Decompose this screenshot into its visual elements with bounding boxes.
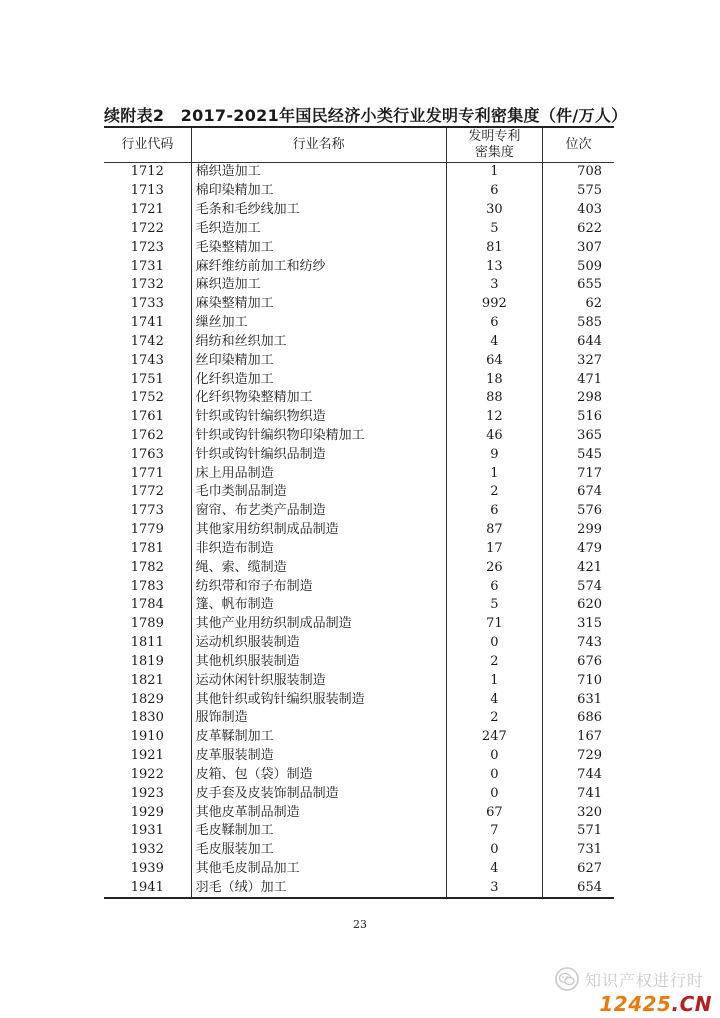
cell-rank: 743 (577, 635, 602, 651)
cell-code: 1743 (104, 351, 191, 370)
cell-code: 1931 (104, 822, 191, 841)
table-row (104, 784, 614, 803)
table-row (104, 219, 614, 238)
header-code: 行业代码 (104, 127, 191, 163)
header-rank: 位次 (543, 127, 614, 163)
cell-rank: 644 (577, 333, 602, 349)
cell-density: 88 (446, 389, 543, 408)
table-row (104, 596, 614, 615)
cell-rank: 509 (577, 258, 602, 274)
cell-rank: 744 (577, 766, 602, 782)
table-row (104, 182, 614, 201)
cell-rank: 516 (577, 409, 602, 425)
cell-rank: 674 (577, 484, 602, 500)
site-logo (599, 992, 712, 1016)
table-row (104, 332, 614, 351)
cell-name: 其他毛皮制品加工 (191, 860, 446, 879)
table-row (104, 878, 614, 898)
cell-rank: 686 (577, 710, 602, 726)
table-row (104, 766, 614, 785)
table-row (104, 803, 614, 822)
cell-code: 1782 (104, 558, 191, 577)
cell-code: 1781 (104, 540, 191, 559)
cell-name: 针织或钩针编织品制造 (191, 445, 446, 464)
cell-code: 1789 (104, 615, 191, 634)
cell-density: 0 (446, 634, 543, 653)
cell-density: 17 (446, 540, 543, 559)
cell-code: 1762 (104, 427, 191, 446)
cell-code: 1784 (104, 596, 191, 615)
page-number: 23 (353, 918, 367, 931)
cell-density: 71 (446, 615, 543, 634)
cell-density: 81 (446, 238, 543, 257)
cell-name: 其他机织服装制造 (191, 653, 446, 672)
patent-density-table (104, 126, 614, 899)
cell-name: 窗帘、布艺类产品制造 (191, 502, 446, 521)
cell-density: 3 (446, 878, 543, 898)
cell-code: 1713 (104, 182, 191, 201)
table-row (104, 690, 614, 709)
header-density-line1: 发明专利 (468, 129, 521, 144)
table-header-row (104, 127, 614, 163)
table-row (104, 822, 614, 841)
watermark-text: 知识产权进行时 (584, 970, 704, 990)
table-row (104, 540, 614, 559)
cell-rank: 298 (577, 390, 602, 406)
cell-rank: 574 (577, 578, 602, 594)
cell-name: 毛染整精加工 (191, 238, 446, 257)
cell-name: 缫丝加工 (191, 314, 446, 333)
table-row (104, 389, 614, 408)
cell-density: 2 (446, 709, 543, 728)
table-row (104, 502, 614, 521)
cell-name: 皮手套及皮装饰制品制造 (191, 784, 446, 803)
table-row (104, 445, 614, 464)
header-density (446, 127, 543, 163)
cell-density: 6 (446, 314, 543, 333)
table-row (104, 671, 614, 690)
site-logo-suffix: .CN (671, 992, 712, 1016)
table-row (104, 615, 614, 634)
cell-name: 麻织造加工 (191, 276, 446, 295)
cell-code: 1771 (104, 464, 191, 483)
cell-rank: 575 (577, 183, 602, 199)
table-row (104, 558, 614, 577)
cell-rank: 631 (577, 691, 602, 707)
table-row (104, 464, 614, 483)
cell-density: 26 (446, 558, 543, 577)
table-row (104, 747, 614, 766)
cell-rank: 627 (577, 861, 602, 877)
cell-code: 1910 (104, 728, 191, 747)
cell-density: 12 (446, 408, 543, 427)
cell-name: 非织造布制造 (191, 540, 446, 559)
cell-rank: 167 (577, 729, 602, 745)
cell-rank: 471 (577, 371, 602, 387)
cell-rank: 479 (577, 540, 602, 556)
table-row (104, 314, 614, 333)
table-title: 续附表2 2017-2021年国民经济小类行业发明专利密集度（件/万人） (104, 106, 628, 125)
cell-density: 87 (446, 521, 543, 540)
cell-rank: 585 (577, 315, 602, 331)
table-row (104, 577, 614, 596)
cell-density: 2 (446, 653, 543, 672)
cell-density: 1 (446, 163, 543, 182)
cell-name: 毛巾类制品制造 (191, 483, 446, 502)
cell-rank: 307 (577, 239, 602, 255)
cell-density: 5 (446, 596, 543, 615)
cell-name: 麻纤维纺前加工和纺纱 (191, 257, 446, 276)
cell-rank: 299 (577, 522, 602, 538)
cell-density: 0 (446, 747, 543, 766)
cell-code: 1741 (104, 314, 191, 333)
cell-rank: 62 (585, 296, 602, 312)
cell-rank: 708 (577, 164, 602, 180)
cell-code: 1761 (104, 408, 191, 427)
cell-name: 篷、帆布制造 (191, 596, 446, 615)
cell-name: 皮革服装制造 (191, 747, 446, 766)
cell-code: 1829 (104, 690, 191, 709)
cell-name: 其他家用纺织制成品制造 (191, 521, 446, 540)
site-logo-number: 12425 (599, 992, 672, 1016)
cell-name: 麻染整精加工 (191, 295, 446, 314)
cell-name: 运动休闲针织服装制造 (191, 671, 446, 690)
cell-rank: 320 (577, 804, 602, 820)
cell-name: 其他针织或钩针编织服装制造 (191, 690, 446, 709)
cell-code: 1742 (104, 332, 191, 351)
cell-code: 1923 (104, 784, 191, 803)
cell-rank: 655 (577, 277, 602, 293)
cell-density: 1 (446, 671, 543, 690)
cell-name: 棉织造加工 (191, 163, 446, 182)
cell-rank: 545 (577, 446, 602, 462)
cell-rank: 403 (577, 202, 602, 218)
cell-name: 纺织带和帘子布制造 (191, 577, 446, 596)
cell-code: 1939 (104, 860, 191, 879)
cell-density: 1 (446, 464, 543, 483)
cell-density: 2 (446, 483, 543, 502)
cell-name: 棉印染精加工 (191, 182, 446, 201)
cell-rank: 731 (577, 842, 602, 858)
cell-code: 1941 (104, 878, 191, 898)
table-row (104, 653, 614, 672)
table-row (104, 728, 614, 747)
cell-code: 1752 (104, 389, 191, 408)
cell-density: 247 (446, 728, 543, 747)
table-row (104, 841, 614, 860)
cell-density: 4 (446, 860, 543, 879)
cell-code: 1779 (104, 521, 191, 540)
cell-name: 化纤织物染整精加工 (191, 389, 446, 408)
cell-rank: 365 (577, 428, 602, 443)
table-row (104, 408, 614, 427)
cell-code: 1731 (104, 257, 191, 276)
table-row (104, 427, 614, 446)
cell-code: 1932 (104, 841, 191, 860)
cell-density: 13 (446, 257, 543, 276)
cell-code: 1732 (104, 276, 191, 295)
cell-rank: 576 (577, 503, 602, 519)
cell-density: 992 (446, 295, 543, 314)
table-row (104, 483, 614, 502)
cell-code: 1929 (104, 803, 191, 822)
cell-code: 1773 (104, 502, 191, 521)
cell-code: 1751 (104, 370, 191, 389)
table-row (104, 257, 614, 276)
table-row (104, 276, 614, 295)
cell-density: 4 (446, 332, 543, 351)
cell-name: 羽毛（绒）加工 (191, 878, 446, 898)
table-row (104, 238, 614, 257)
cell-density: 30 (446, 201, 543, 220)
cell-code: 1819 (104, 653, 191, 672)
cell-density: 67 (446, 803, 543, 822)
header-name: 行业名称 (191, 127, 446, 163)
cell-code: 1922 (104, 766, 191, 785)
cell-name: 针织或钩针编织物织造 (191, 408, 446, 427)
cell-density: 46 (446, 427, 543, 446)
cell-code: 1830 (104, 709, 191, 728)
cell-code: 1921 (104, 747, 191, 766)
cell-name: 服饰制造 (191, 709, 446, 728)
cell-name: 床上用品制造 (191, 464, 446, 483)
cell-rank: 620 (577, 597, 602, 613)
cell-density: 6 (446, 182, 543, 201)
table-row (104, 351, 614, 370)
cell-code: 1733 (104, 295, 191, 314)
cell-rank: 622 (577, 220, 602, 236)
cell-code: 1821 (104, 671, 191, 690)
cell-density: 0 (446, 784, 543, 803)
cell-rank: 315 (577, 616, 602, 632)
cell-code: 1721 (104, 201, 191, 220)
table-row (104, 634, 614, 653)
cell-name: 毛条和毛纱线加工 (191, 201, 446, 220)
cell-name: 绢纺和丝织加工 (191, 332, 446, 351)
cell-rank: 729 (577, 748, 602, 764)
cell-name: 丝印染精加工 (191, 351, 446, 370)
table-row (104, 295, 614, 314)
cell-rank: 421 (577, 559, 602, 575)
cell-code: 1763 (104, 445, 191, 464)
cell-rank: 654 (577, 879, 602, 895)
wechat-official-account-icon (555, 967, 579, 991)
cell-name: 皮箱、包（袋）制造 (191, 766, 446, 785)
cell-code: 1723 (104, 238, 191, 257)
table-row (104, 201, 614, 220)
cell-name: 化纤织造加工 (191, 370, 446, 389)
cell-density: 0 (446, 766, 543, 785)
table-row (104, 709, 614, 728)
cell-density: 3 (446, 276, 543, 295)
cell-density: 7 (446, 822, 543, 841)
cell-density: 6 (446, 577, 543, 596)
cell-rank: 571 (577, 823, 602, 839)
cell-name: 其他皮革制品制造 (191, 803, 446, 822)
watermark (555, 966, 704, 992)
cell-density: 4 (446, 690, 543, 709)
cell-rank: 710 (577, 672, 602, 688)
cell-code: 1783 (104, 577, 191, 596)
cell-density: 6 (446, 502, 543, 521)
table-row (104, 860, 614, 879)
cell-rank: 676 (577, 653, 602, 669)
header-density-line2: 密集度 (474, 145, 514, 160)
cell-rank: 741 (577, 785, 602, 801)
table-row (104, 163, 614, 182)
cell-name: 绳、索、缆制造 (191, 558, 446, 577)
cell-density: 9 (446, 445, 543, 464)
cell-rank: 327 (577, 352, 602, 368)
cell-name: 针织或钩针编织物印染精加工 (191, 427, 446, 446)
cell-density: 0 (446, 841, 543, 860)
cell-name: 运动机织服装制造 (191, 634, 446, 653)
cell-density: 18 (446, 370, 543, 389)
table-row (104, 521, 614, 540)
cell-name: 毛织造加工 (191, 219, 446, 238)
cell-density: 5 (446, 219, 543, 238)
table-row (104, 370, 614, 389)
table-body (104, 163, 614, 899)
cell-code: 1772 (104, 483, 191, 502)
cell-code: 1712 (104, 163, 191, 182)
cell-name: 皮革鞣制加工 (191, 728, 446, 747)
cell-name: 毛皮鞣制加工 (191, 822, 446, 841)
cell-name: 其他产业用纺织制成品制造 (191, 615, 446, 634)
cell-code: 1811 (104, 634, 191, 653)
cell-density: 64 (446, 351, 543, 370)
cell-name: 毛皮服装加工 (191, 841, 446, 860)
cell-rank: 717 (577, 465, 602, 481)
cell-code: 1722 (104, 219, 191, 238)
